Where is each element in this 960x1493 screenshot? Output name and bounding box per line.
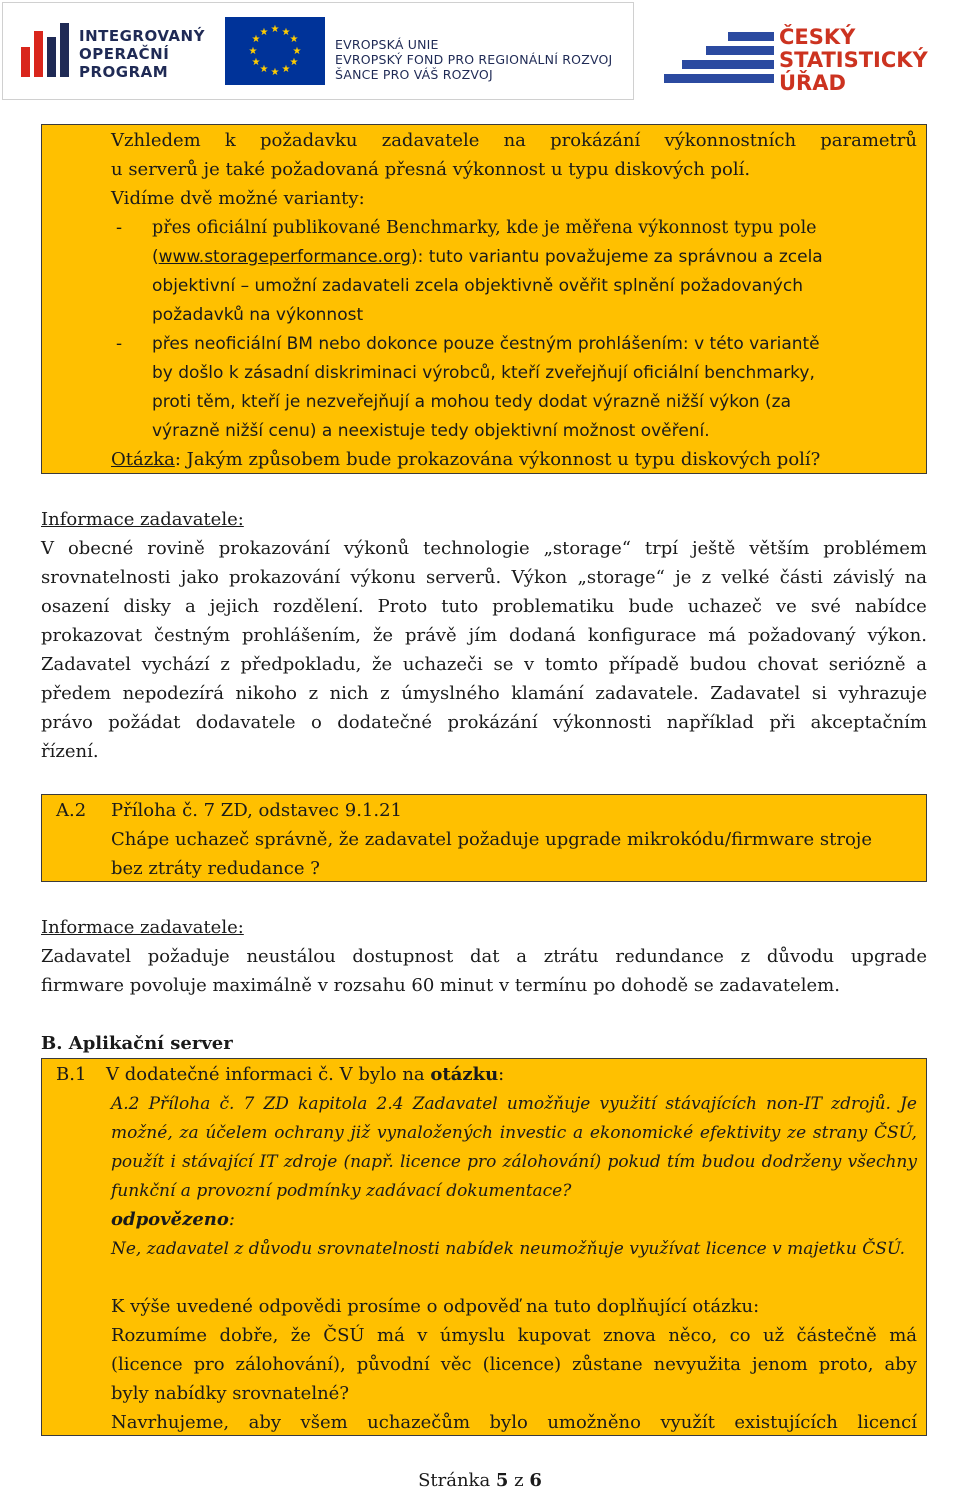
svg-text:★: ★ [259, 64, 269, 75]
svg-text:★: ★ [270, 24, 280, 35]
followup-line: Rozumíme dobře, že ČSÚ má v úmyslu kupovat znova něco, co už částečně má [111, 1325, 917, 1346]
followup-line: (licence pro zálohování), původní věc (licence) zůstane nevyužita jenom proto, aby [111, 1354, 917, 1375]
csu-stripes-icon [656, 26, 774, 96]
followup-line: Navrhujeme, aby všem uchazečům bylo umožněno využít existujících licencí [111, 1412, 917, 1433]
svg-text:★: ★ [259, 27, 269, 38]
question-box-b1 [41, 1058, 927, 1436]
bullet-dash: - [116, 217, 123, 238]
info1-line: právo požádat dodavatele o dodatečné prokázání výkonnosti například při akceptačním [41, 712, 927, 733]
storageperformance-link[interactable]: www.storageperformance.org [158, 247, 411, 267]
page-total: 6 [529, 1470, 542, 1491]
info2-line: firmware povoluje maximálně v rozsahu 60 minut v termínu po dohodě se zadavatelem. [41, 975, 840, 996]
info-heading-1: Informace zadavatele: [41, 509, 244, 530]
svg-text:★: ★ [270, 67, 280, 78]
csu-logo [656, 26, 956, 96]
bullet-2-line-2: by došlo k zásadní diskriminaci výrobců, kteří zveřejňují oficiální benchmarky, [152, 363, 815, 383]
question-box-storage [41, 124, 927, 474]
bullet-2-line-1: přes neoficiální BM nebo dokonce pouze čestným prohlášením: v této variantě [152, 334, 820, 354]
box1-line-2: u serverů je také požadovaná přesná výkonnost u typu diskových polí. [111, 159, 751, 180]
info2-line: Zadavatel požaduje neustálou dostupnost dat a ztrátu redundance z důvodu upgrade [41, 946, 927, 967]
svg-text:★: ★ [248, 46, 258, 57]
csu-logo-text: ČESKÝ STATISTICKÝ ÚŘAD [779, 25, 928, 95]
page-header [0, 0, 960, 104]
box1-question: Otázka: Jakým způsobem bude prokazována výkonnost u typu diskových polí? [111, 449, 821, 470]
iop-logo-text: INTEGROVANÝ OPERAČNÍ PROGRAM [79, 27, 205, 81]
iop-logo [15, 19, 215, 89]
svg-text:★: ★ [292, 46, 302, 57]
logo-strip [2, 2, 634, 100]
svg-text:★: ★ [281, 64, 291, 75]
svg-text:★: ★ [289, 34, 299, 45]
box3-quote-line: A.2 Příloha č. 7 ZD kapitola 2.4 Zadavatel umožňuje využití stávajících non-IT zdrojů. Je [111, 1094, 917, 1114]
bullet-1-line-4: požadavků na výkonnost [152, 305, 364, 325]
svg-text:★: ★ [281, 27, 291, 38]
info1-line: srovnatelnosti jako prokazování výkonu serverů. Výkon „storage“ je z velké části závislý na [41, 567, 927, 588]
eu-flag-icon [225, 17, 325, 85]
box3-number: B.1 [56, 1064, 87, 1085]
box3-quote-line: funkční a provozní podmínky zadávací dokumentace? [111, 1181, 572, 1201]
bullet-dash: - [116, 333, 123, 354]
box1-line-1: Vzhledem k požadavku zadavatele na prokázání výkonnostních parametrů [111, 130, 917, 151]
answer-text: Ne, zadavatel z důvodu srovnatelnosti nabídek neumožňuje využívat licence v majetku ČSÚ. [111, 1239, 906, 1259]
section-b-heading: B. Aplikační server [41, 1033, 233, 1054]
followup-line: K výše uvedené odpovědi prosíme o odpověď na tuto doplňující otázku: [111, 1296, 760, 1317]
followup-line: byly nabídky srovnatelné? [111, 1383, 349, 1404]
page-number: 5 [495, 1470, 509, 1491]
info1-line: předem nepodezírá nikoho z nich z úmyslného klamání zadavatele. Zadavatel si vyhrazuje [41, 683, 927, 704]
box2-line-1: Příloha č. 7 ZD, odstavec 9.1.21 [111, 800, 402, 821]
bullet-1-line-3: objektivní – umožní zadavateli zcela objektivně ověřit splnění požadovaných [152, 276, 803, 296]
box2-number: A.2 [56, 800, 87, 821]
info1-line: V obecné rovině prokazování výkonů technologie „storage“ trpí ještě větším problémem [41, 538, 927, 559]
box3-intro: V dodatečné informaci č. V bylo na otázku: [106, 1064, 505, 1085]
box3-quote-line: použít i stávající IT zdroje (např. licence pro zálohování) pokud tím budou dodrženy všechny [111, 1152, 917, 1172]
box2-line-2: Chápe uchazeč správně, že zadavatel požaduje upgrade mikrokódu/firmware stroje [111, 829, 873, 850]
eu-logo-text: EVROPSKÁ UNIE EVROPSKÝ FOND PRO REGIONÁLNÍ ROZVOJ ŠANCE PRO VÁŠ ROZVOJ [335, 37, 613, 82]
box2-line-3: bez ztráty redudance ? [111, 858, 320, 879]
info1-line: Zadavatel vychází z předpokladu, že uchazeči se v tomto případě budou chovat seriózně a [41, 654, 927, 675]
box1-line-3: Vidíme dvě možné varianty: [111, 188, 365, 209]
page-footer: Stránka 5 z 6 [418, 1470, 542, 1491]
question-label: Otázka [111, 449, 175, 470]
svg-text:★: ★ [251, 57, 261, 68]
bullet-1-line-1: přes oficiální publikované Benchmarky, kde je měřena výkonnost typu pole [152, 218, 817, 238]
bullet-2-line-4: výrazně nižší cenu) a neexistuje tedy objektivní možnost ověření. [152, 421, 710, 441]
info-heading-2: Informace zadavatele: [41, 917, 244, 938]
bullet-1-line-2: (www.storageperformance.org): tuto variantu považujeme za správnou a zcela [152, 247, 823, 267]
info1-line: prokazovat čestným prohlášením, že právě jím dodaná konfigurace má požadovaný výkon. [41, 625, 927, 646]
question-box-a2 [41, 794, 927, 882]
svg-text:★: ★ [251, 34, 261, 45]
answer-label: odpovězeno: [111, 1209, 235, 1230]
info1-line: osazení disky a jejich rozdělení. Proto tuto problematiku bude uchazeč ve své nabídce [41, 596, 927, 617]
svg-text:★: ★ [289, 57, 299, 68]
info1-line: řízení. [41, 741, 99, 762]
bullet-2-line-3: proti těm, kteří je nezveřejňují a mohou tedy dodat výrazně nižší výkon (za [152, 392, 792, 412]
box3-quote-line: možné, za účelem ochrany již vynaložených investic a ekonomické efektivity ze strany ČSÚ, [111, 1123, 917, 1143]
